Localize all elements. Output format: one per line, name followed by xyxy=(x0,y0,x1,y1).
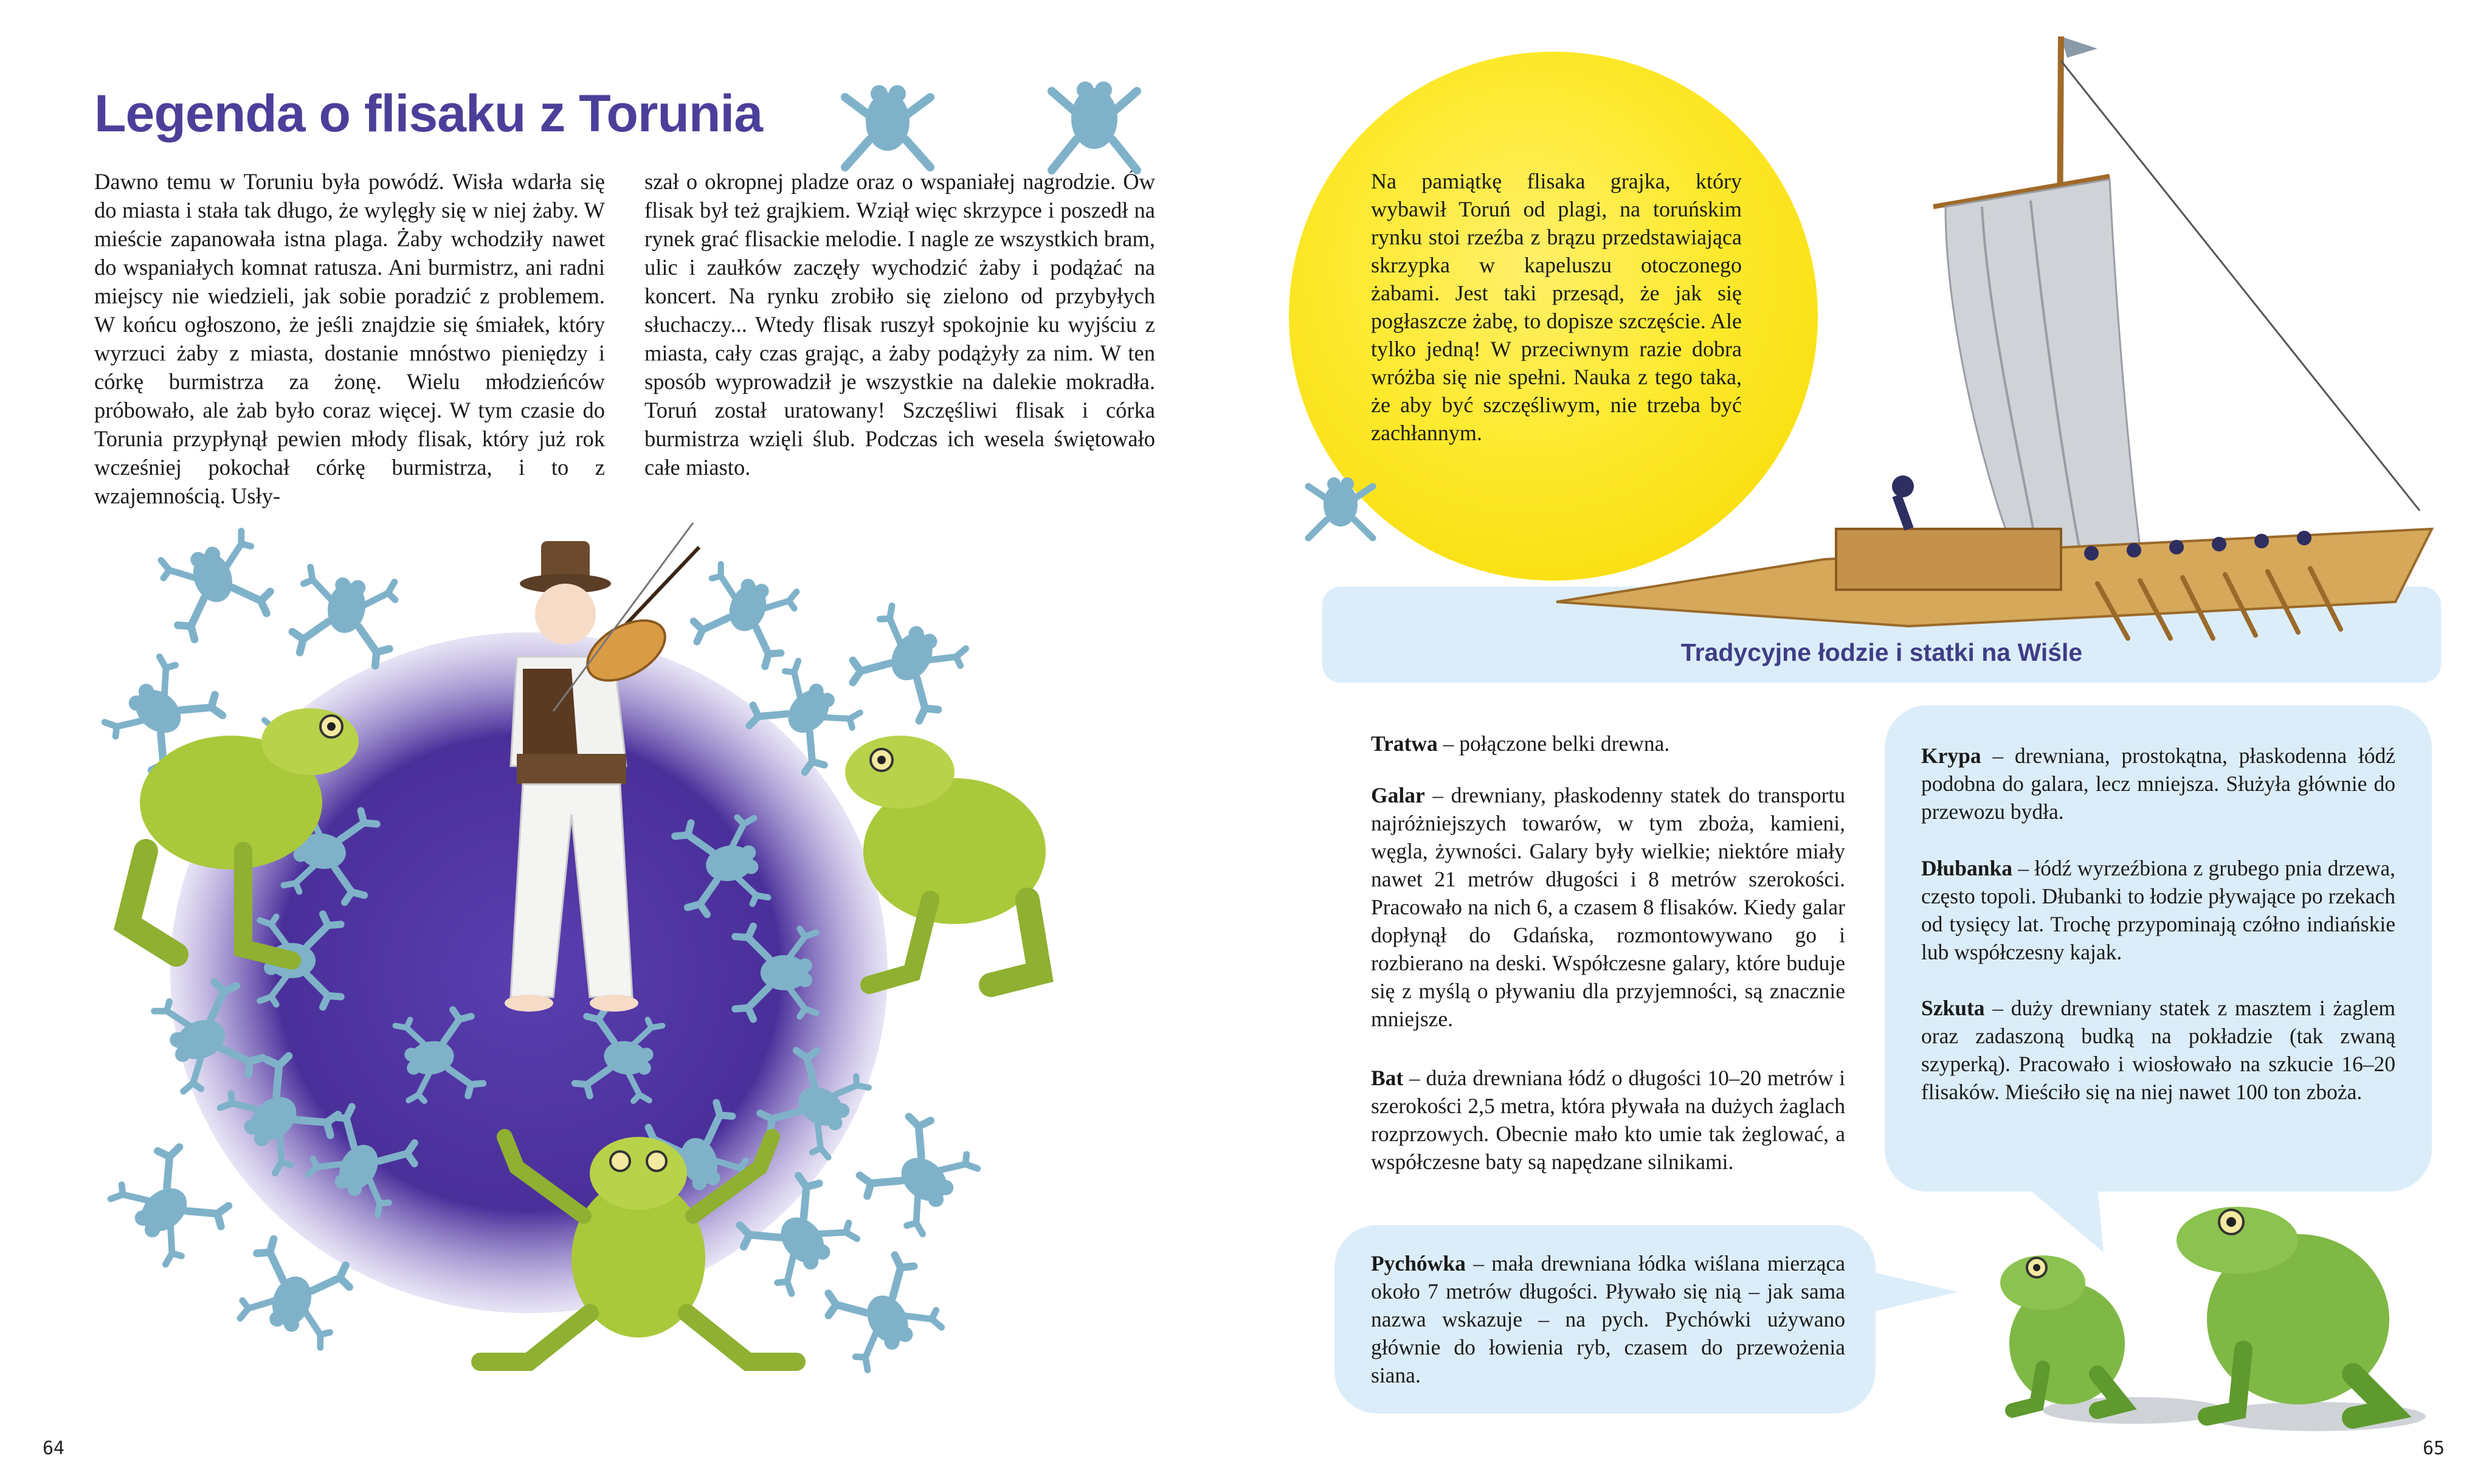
banner-title: Tradycyjne łodzie i statki na Wiśle xyxy=(1680,638,2083,666)
frog-icon xyxy=(852,1108,981,1239)
frog-icon xyxy=(155,529,277,643)
legend-text-column-2: szał o okropnej pladze oraz o wspaniałej nagrodzie. Ów flisak był też grajkiem. Wziął więc skrzypce i poszedł na rynek grać flisackie melodie. I nagle ze wszystkich bram, ulic i zaułków zaczęły wychodzić żaby i podążać na koncert. Na rynku zrobiło się zielono od przybyłych słuchaczy... Wtedy flisak ruszył spokojnie ku wyjściu z miasta, cały czas grając, a żaby podążyły za nim. W ten sposób wyprowadził je wszystkie na dalekie mokradła. Toruń został uratowany! Szczęśliwi flisak i córka burmistrza wzięli ślub. Podczas ich wesela świętowało całe miasto. xyxy=(644,169,1155,480)
entry-text: – duży drewniany statek z masztem i żaglem oraz zadaszoną budką na pokładzie (tak zwaną szyperką). Pracowało i wiosłowało na szkucie 16–20 flisaków. Mieściło się na niej nawet 100 ton zboża. xyxy=(1921,996,2395,1104)
entry-text: – drewniana, prostokątna, płaskodenna łódź podobna do galara, lecz mniejsza. Służyła głównie do przewozu bydła. xyxy=(1921,744,2395,824)
entry-term: Pychówka xyxy=(1371,1251,1466,1275)
entry-tratwa xyxy=(1371,730,1845,758)
entry-dlubanka xyxy=(1921,854,2395,966)
entry-text: – drewniany, płaskodenny statek do transportu najróżniejszych towarów, w tym zboża, kamieni, węgla, żywności. Galary były wielkie; niektóre miały nawet 21 metrów długości i 8 metrów szerokości. Pracowało na nich 6, a czasem 8 flisaków. Kiedy galar dopłynął do Gdańska, rozmontowywano go i rozbierano na deski. Współczesne galary, które buduje się z myślą o pływaniu dla przyjemności, są znacznie mniejsze. xyxy=(1371,783,1845,1031)
frog-icon xyxy=(809,55,1186,188)
entry-text: – duża drewniana łódź o długości 10–20 metrów i szerokości 2,5 metra, która pływała na dużych żaglach rozprzowych. Obecnie mało kto umie tak żeglować, a współczesne baty są napędzane silnikami. xyxy=(1371,1066,1845,1174)
page-number-left: 64 xyxy=(43,1438,65,1459)
page-title: Legenda o flisaku z Torunia xyxy=(94,85,763,143)
entry-term: Bat xyxy=(1371,1066,1404,1090)
entry-text: – mała drewniana łódka wiślana mierząca około 7 metrów długości. Pływało się nią – jak sama nazwa wskazuje – na pych. Pychówki używano głównie do łowienia ryb, czasem do przewożenia siana. xyxy=(1371,1251,1845,1387)
page-number-right: 65 xyxy=(2423,1438,2445,1459)
entry-term: Krypa xyxy=(1921,744,1981,768)
entry-krypa xyxy=(1921,742,2395,826)
frog-icon xyxy=(843,602,972,726)
sailing-ship-illustration xyxy=(1483,24,2456,657)
entry-term: Tratwa xyxy=(1371,731,1438,756)
frog-icon xyxy=(289,566,401,668)
frog-icon xyxy=(687,562,802,670)
sun-text: Na pamiątkę flisaka grajka, który wybawił Toruń od plagi, na toruńskim rynku stoi rzeźba z brązu przedstawiająca skrzypka w kapeluszu otoczonego żabami. Jest taki przesąd, że jak się pogłaszcze żabę, to dopisze szczęście. Ale tylko jedną! W przeciwnym razie dobra wróżba się nie spełni. Nauka z tego taka, że aby być szczęśliwym, nie trzeba być zachłannym. xyxy=(1371,169,1742,445)
entry-term: Galar xyxy=(1371,783,1425,807)
entry-term: Dłubanka xyxy=(1921,856,2012,880)
entry-galar xyxy=(1371,781,1845,1033)
frog-icon xyxy=(106,1139,235,1269)
legend-text-column-1: Dawno temu w Toruniu była powódź. Wisła wdarła się do miasta i stała tak długo, że wylęgły się w niej żaby. W mieście zapanowała istna plaga. Żaby wchodziły nawet do wspaniałych komnat ratusza. Ani burmistrz, ani radni miejscy nie wiedzieli, jak sobie poradzić z problemem. W końcu ogłoszono, że jeśli znajdzie się śmiałek, który wyrzuci żaby z miasta, dostanie mnóstwo pieniędzy i córkę burmistrza za żonę. Wielu młodzieńców próbowało, ale żab było coraz więcej. W tym czasie do Torunia przypłynął pewien młody flisak, który już rok wcześniej pokochał córkę burmistrza, i to z wzajemnością. Usły- xyxy=(94,169,605,508)
entry-text: – łódź wyrzeźbiona z grubego pnia drzewa, często topoli. Dłubanki to łodzie pływające po rzekach od tysięcy lat. Trochę przypominają czółno indiańskie lub współczesny kajak. xyxy=(1921,856,2395,964)
entry-szkuta xyxy=(1921,994,2395,1106)
entry-bat xyxy=(1371,1064,1845,1176)
entry-term: Szkuta xyxy=(1921,996,1985,1020)
frog-icon xyxy=(819,1249,947,1373)
entry-pychowka xyxy=(1371,1249,1845,1389)
frog-icon xyxy=(1301,462,1380,541)
frog-icon xyxy=(1976,1192,2450,1435)
bubble-tail xyxy=(1866,1265,1958,1319)
entry-text: – połączone belki drewna. xyxy=(1437,731,1670,756)
violinist-illustration xyxy=(91,511,1246,1423)
